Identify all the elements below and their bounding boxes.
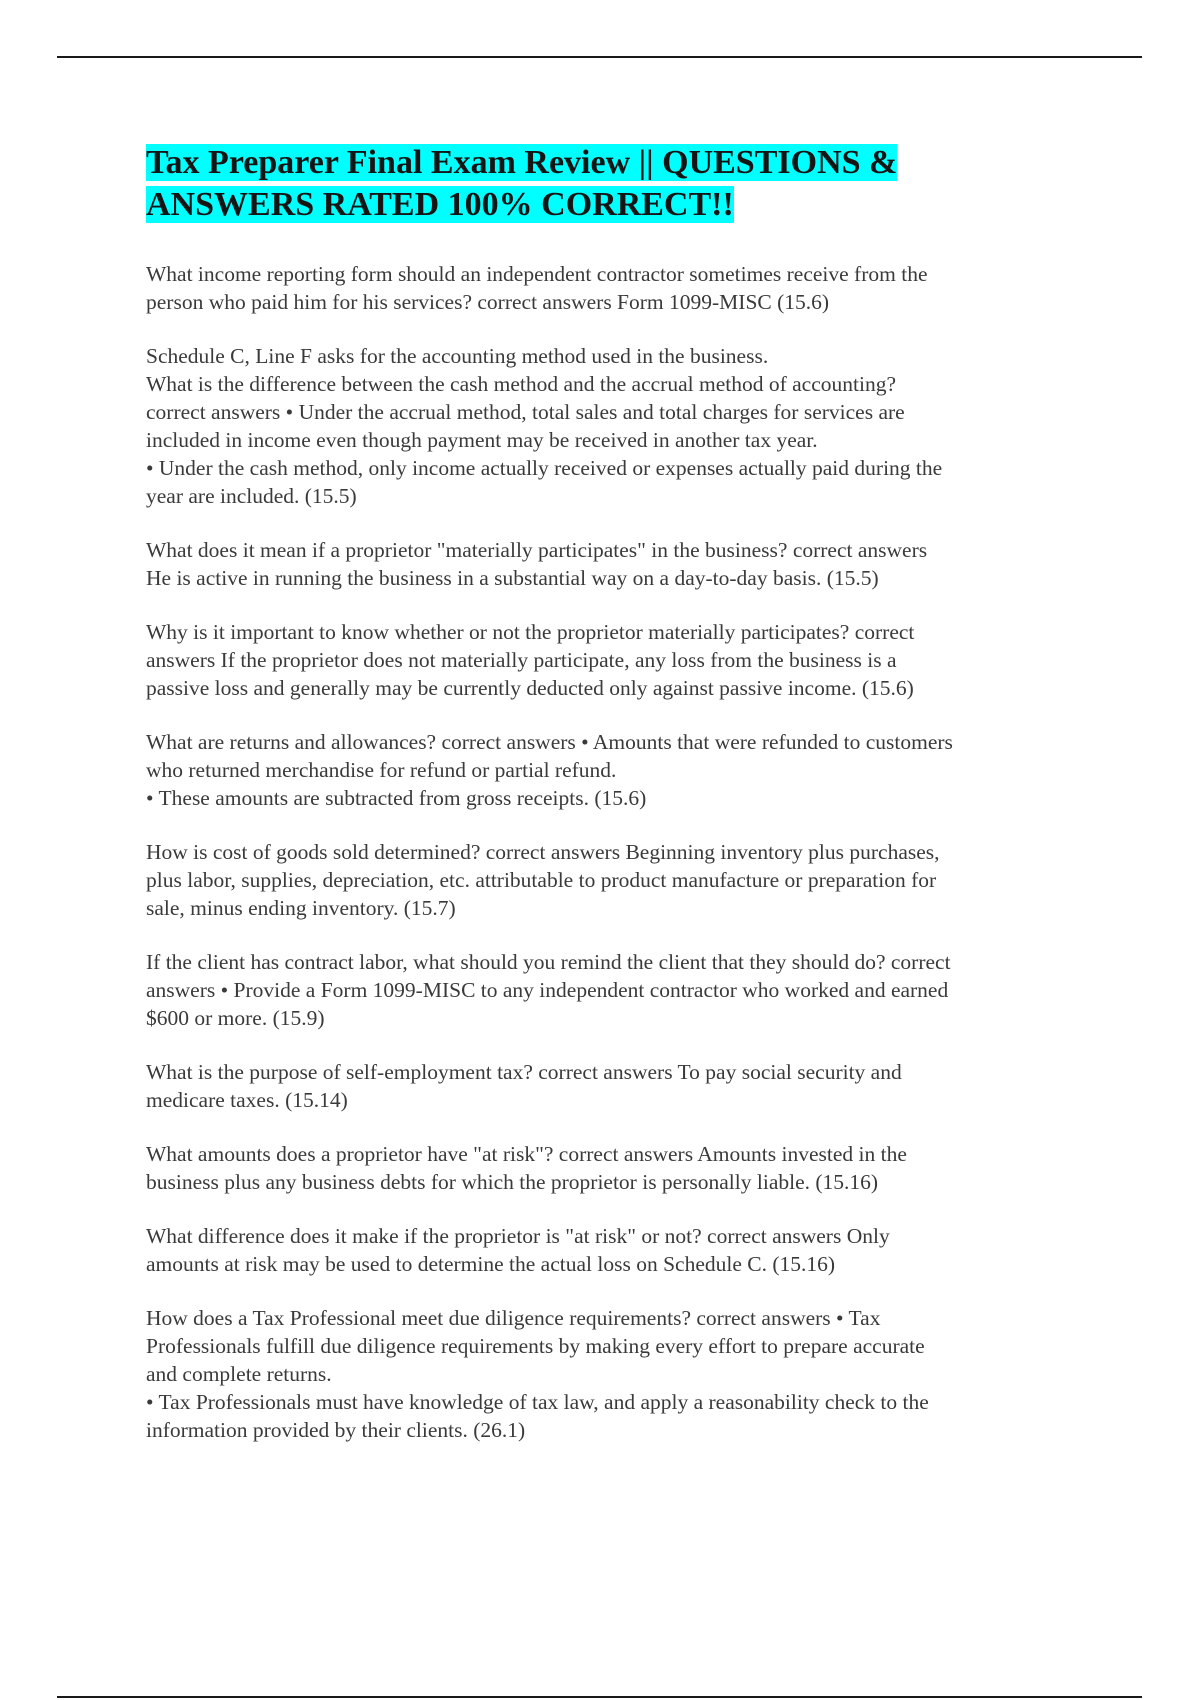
qa-paragraph [146,536,1066,592]
document-body [146,142,1066,1470]
qa-paragraph [146,618,1066,702]
qa-line: and complete returns. [146,1362,332,1386]
qa-line: Professionals fulfill due diligence requirements by making every effort to prepare accurate [146,1334,925,1358]
qa-paragraph [146,260,1066,316]
qa-line: What is the difference between the cash method and the accrual method of accounting? [146,372,896,396]
qa-line: who returned merchandise for refund or partial refund. [146,758,617,782]
bottom-rule [57,1696,1142,1698]
qa-line: Why is it important to know whether or not the proprietor materially participates? correct [146,620,915,644]
document-title [146,142,1066,226]
qa-line: person who paid him for his services? correct answers Form 1099-MISC (15.6) [146,290,830,314]
qa-line: sale, minus ending inventory. (15.7) [146,896,456,920]
qa-list [146,260,1066,1444]
qa-line: What difference does it make if the proprietor is "at risk" or not? correct answers Only [146,1224,890,1248]
qa-line: information provided by their clients. (26.1) [146,1418,526,1442]
qa-line: amounts at risk may be used to determine the actual loss on Schedule C. (15.16) [146,1252,836,1276]
qa-line: • These amounts are subtracted from gross receipts. (15.6) [146,786,647,810]
qa-line: medicare taxes. (15.14) [146,1088,348,1112]
qa-line: included in income even though payment may be received in another tax year. [146,428,818,452]
top-rule [57,56,1142,58]
qa-line: passive loss and generally may be currently deducted only against passive income. (15.6) [146,676,914,700]
qa-line: He is active in running the business in a substantial way on a day-to-day basis. (15.5) [146,566,879,590]
qa-line: plus labor, supplies, depreciation, etc. attributable to product manufacture or preparation for [146,868,937,892]
qa-line: Schedule C, Line F asks for the accounting method used in the business. [146,344,769,368]
qa-line: What income reporting form should an independent contractor sometimes receive from the [146,262,928,286]
qa-line: business plus any business debts for which the proprietor is personally liable. (15.16) [146,1170,879,1194]
qa-paragraph [146,728,1066,812]
qa-line: answers If the proprietor does not materially participate, any loss from the business is a [146,648,897,672]
qa-line: $600 or more. (15.9) [146,1006,325,1030]
title-line: ANSWERS RATED 100% CORRECT!! [146,186,734,223]
qa-line: How does a Tax Professional meet due diligence requirements? correct answers • Tax [146,1306,881,1330]
qa-paragraph [146,948,1066,1032]
qa-paragraph [146,1304,1066,1444]
qa-line: How is cost of goods sold determined? correct answers Beginning inventory plus purchases, [146,840,940,864]
qa-line: If the client has contract labor, what should you remind the client that they should do? correct [146,950,951,974]
qa-line: correct answers • Under the accrual method, total sales and total charges for services are [146,400,905,424]
qa-paragraph [146,1058,1066,1114]
qa-line: • Tax Professionals must have knowledge of tax law, and apply a reasonability check to the [146,1390,929,1414]
qa-line: What is the purpose of self-employment tax? correct answers To pay social security and [146,1060,902,1084]
qa-paragraph [146,1140,1066,1196]
qa-line: What does it mean if a proprietor "materially participates" in the business? correct answers [146,538,928,562]
title-line: Tax Preparer Final Exam Review || QUESTIONS & [146,144,898,181]
qa-paragraph [146,1222,1066,1278]
qa-line: What amounts does a proprietor have "at risk"? correct answers Amounts invested in the [146,1142,907,1166]
qa-line: What are returns and allowances? correct answers • Amounts that were refunded to customers [146,730,953,754]
qa-line: answers • Provide a Form 1099-MISC to any independent contractor who worked and earned [146,978,949,1002]
qa-line: year are included. (15.5) [146,484,357,508]
qa-paragraph [146,342,1066,510]
qa-paragraph [146,838,1066,922]
qa-line: • Under the cash method, only income actually received or expenses actually paid during the [146,456,943,480]
